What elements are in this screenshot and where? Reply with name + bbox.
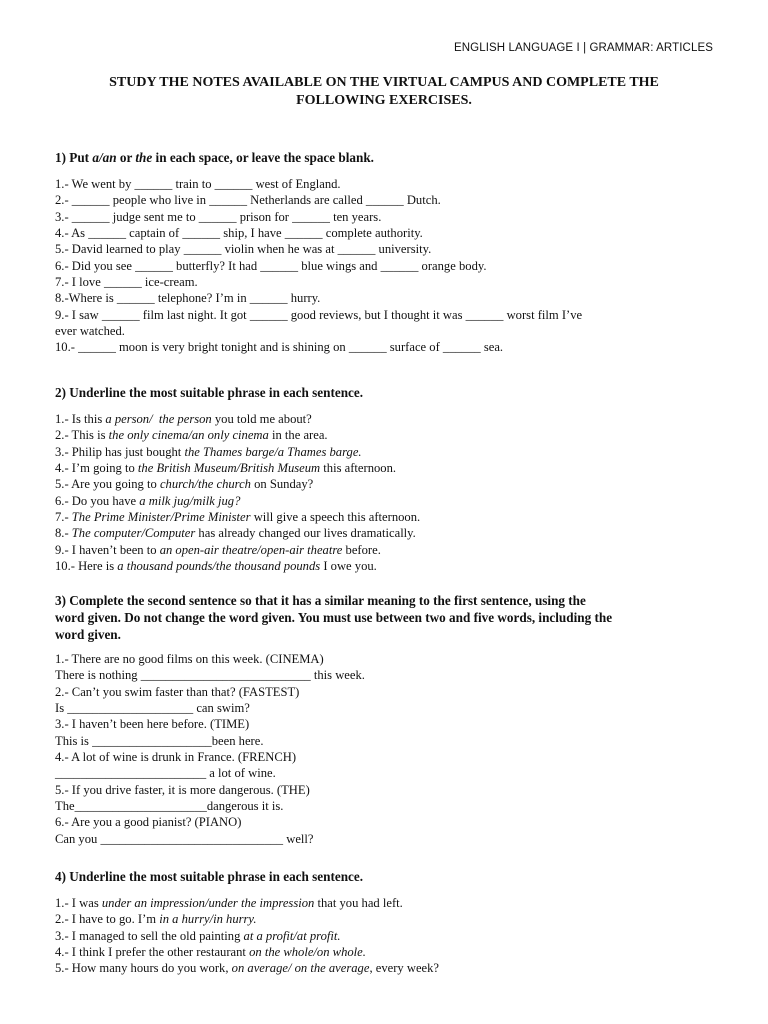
exercise-2-items	[55, 411, 720, 574]
text-run: I owe you.	[320, 559, 377, 574]
exercise-line	[55, 241, 720, 257]
text-run: 1) Put	[55, 150, 93, 165]
text-run: 8.-	[55, 526, 72, 541]
exercise-line	[55, 733, 720, 749]
text-run: you told me about?	[211, 412, 312, 426]
exercise-line	[55, 509, 720, 525]
exercise-line	[55, 944, 720, 960]
text-run: 5.- Are you going to	[55, 477, 160, 492]
phrase-option-text: the Thames barge/a Thames barge.	[184, 444, 362, 459]
phrase-option-text: a/an	[92, 150, 117, 165]
text-run: Can you _____________________________ well?	[55, 831, 314, 846]
exercise-4-items	[55, 895, 720, 977]
text-run: 5.- How many hours do you work,	[55, 961, 232, 976]
text-run: 3.- Philip has just bought	[55, 444, 185, 459]
phrase-option-text: the	[135, 150, 153, 165]
exercise-line	[55, 928, 720, 944]
text-run: 3) Complete the second sentence so that it has a similar meaning to the first sentence, using the	[55, 593, 586, 608]
text-run: 7.- I love ______ ice-cream.	[55, 275, 198, 290]
title-line-2: FOLLOWING EXERCISES.	[296, 93, 472, 108]
exercise-line	[55, 525, 720, 541]
exercise-line	[55, 684, 720, 700]
exercise-2	[55, 384, 720, 574]
exercise-2-heading	[55, 384, 720, 401]
exercise-line	[55, 960, 720, 976]
phrase-option-text: at a profit/at profit.	[243, 928, 341, 943]
exercise-line	[55, 209, 720, 225]
exercise-4-heading	[55, 868, 720, 885]
exercise-line	[55, 411, 720, 427]
exercise-line	[55, 176, 720, 192]
text-run: 4.- As ______ captain of ______ ship, I have ______ complete authority.	[55, 226, 423, 241]
text-run: 6.- Do you have	[55, 493, 140, 508]
text-run: 2.- Can’t you swim faster than that? (FASTEST)	[55, 684, 300, 699]
exercise-line	[55, 700, 720, 716]
exercise-line	[55, 323, 720, 339]
exercise-line	[55, 831, 720, 847]
text-run: This is ___________________been here.	[55, 733, 264, 748]
exercise-1-items	[55, 176, 720, 356]
text-run: , every week?	[369, 961, 440, 976]
exercise-1-heading	[55, 149, 720, 166]
text-run: 4.- A lot of wine is drunk in France. (FRENCH)	[55, 750, 297, 765]
text-run: has already changed our lives dramatically.	[195, 526, 416, 541]
phrase-option-text: The Prime Minister/Prime Minister	[71, 510, 251, 525]
text-run: that you had left.	[314, 896, 403, 910]
text-run: 4) Underline the most suitable phrase in each sentence.	[55, 869, 364, 884]
text-run: 4.- I think I prefer the other restaurant	[55, 945, 250, 960]
text-run: ________________________ a lot of wine.	[55, 766, 276, 781]
exercise-3-items	[55, 651, 720, 847]
text-run: word given.	[55, 627, 121, 642]
exercise-line	[55, 225, 720, 241]
phrase-option-text: the British Museum/British Museum	[137, 461, 321, 476]
exercise-4	[55, 868, 720, 977]
text-run: 2.- I have to go. I’m	[55, 912, 160, 927]
phrase-option-text: church/the church	[159, 477, 251, 492]
text-run: 6.- Did you see ______ butterfly? It had ______ blue wings and ______ orange body.	[55, 258, 487, 273]
text-run: 9.- I haven’t been to	[55, 542, 160, 557]
text-run: in each space, or leave the space blank.	[152, 150, 374, 165]
phrase-option-text: in a hurry/in hurry.	[159, 912, 257, 927]
exercise-line	[55, 290, 720, 306]
exercise-line	[55, 307, 720, 323]
text-run: 10.- ______ moon is very bright tonight and is shining on ______ surface of ______ sea.	[55, 340, 504, 355]
exercise-line	[55, 558, 720, 574]
text-run: 1.- I was	[55, 896, 102, 910]
text-run: Is ____________________ can swim?	[55, 701, 250, 716]
exercise-3-heading	[55, 592, 720, 643]
text-run: 1.- We went by ______ train to ______ west of England.	[55, 177, 341, 191]
text-run: 10.- Here is	[55, 559, 118, 574]
phrase-option-text: on the whole/on whole.	[249, 945, 366, 960]
text-run: 5.- David learned to play ______ violin when he was at ______ university.	[55, 242, 432, 257]
page-title	[60, 74, 708, 110]
exercise-line	[55, 814, 720, 830]
text-run: before.	[342, 542, 381, 557]
exercise-line	[55, 765, 720, 781]
text-run: 6.- Are you a good pianist? (PIANO)	[55, 815, 242, 830]
text-run: this afternoon.	[320, 461, 397, 476]
exercise-line	[55, 911, 720, 927]
phrase-option-text: a thousand pounds/the thousand pounds	[117, 559, 321, 574]
exercise-1	[55, 149, 720, 356]
exercise-line	[55, 798, 720, 814]
exercise-line	[55, 339, 720, 355]
text-run: 5.- If you drive faster, it is more dangerous. (THE)	[55, 782, 310, 797]
exercise-line	[55, 493, 720, 509]
text-run: 3.- I managed to sell the old painting	[55, 928, 244, 943]
text-run: 9.- I saw ______ film last night. It got ______ good reviews, but I thought it was ______ worst film I’ve	[55, 307, 583, 322]
phrase-option-text: a milk jug/milk jug?	[139, 493, 241, 508]
phrase-option-text: on average/ on the average	[231, 961, 370, 976]
exercise-line	[55, 749, 720, 765]
text-run: 4.- I’m going to	[55, 461, 138, 476]
text-run: 8.-Where is ______ telephone? I’m in ______ hurry.	[55, 291, 321, 306]
text-run: in the area.	[268, 428, 328, 443]
exercise-line	[55, 895, 720, 911]
exercise-line	[55, 460, 720, 476]
exercise-line	[55, 274, 720, 290]
text-run: 2) Underline the most suitable phrase in each sentence.	[55, 385, 364, 400]
phrase-option-text: an open-air theatre/open-air theatre	[159, 542, 343, 557]
text-run: 1.- There are no good films on this week. (CINEMA)	[55, 652, 324, 666]
text-run: 3.- ______ judge sent me to ______ prison for ______ ten years.	[55, 209, 382, 224]
exercise-3	[55, 592, 720, 847]
text-run: on Sunday?	[250, 477, 314, 492]
exercise-line	[55, 716, 720, 732]
text-run: 1.- Is this	[55, 412, 106, 426]
text-run: or	[116, 150, 136, 165]
exercise-line	[55, 476, 720, 492]
text-run: 2.- ______ people who live in ______ Netherlands are called ______ Dutch.	[55, 193, 441, 208]
exercise-line	[55, 542, 720, 558]
document-header: ENGLISH LANGUAGE I | GRAMMAR: ARTICLES	[454, 42, 713, 54]
exercise-line	[55, 651, 720, 667]
exercise-line	[55, 444, 720, 460]
text-run: 2.- This is	[55, 428, 109, 443]
exercise-line	[55, 782, 720, 798]
text-run: There is nothing ___________________________ this week.	[55, 668, 365, 683]
phrase-option-text: under an impression/under the impression	[101, 896, 315, 910]
exercise-line	[55, 667, 720, 683]
text-run: The_____________________dangerous it is.	[55, 799, 284, 814]
text-run: ever watched.	[55, 324, 125, 339]
title-line-1: STUDY THE NOTES AVAILABLE ON THE VIRTUAL CAMPUS AND COMPLETE THE	[109, 75, 659, 90]
phrase-option-text: The computer/Computer	[71, 526, 196, 541]
phrase-option-text: a person/ the person	[105, 412, 212, 426]
text-run: word given. Do not change the word given. You must use between two and five words, including the	[55, 610, 613, 625]
exercise-line	[55, 258, 720, 274]
phrase-option-text: the only cinema/an only cinema	[108, 428, 269, 443]
text-run: 3.- I haven’t been here before. (TIME)	[55, 717, 250, 732]
text-run: will give a speech this afternoon.	[250, 510, 421, 525]
exercise-line	[55, 427, 720, 443]
text-run: 7.-	[55, 510, 72, 525]
exercise-line	[55, 192, 720, 208]
